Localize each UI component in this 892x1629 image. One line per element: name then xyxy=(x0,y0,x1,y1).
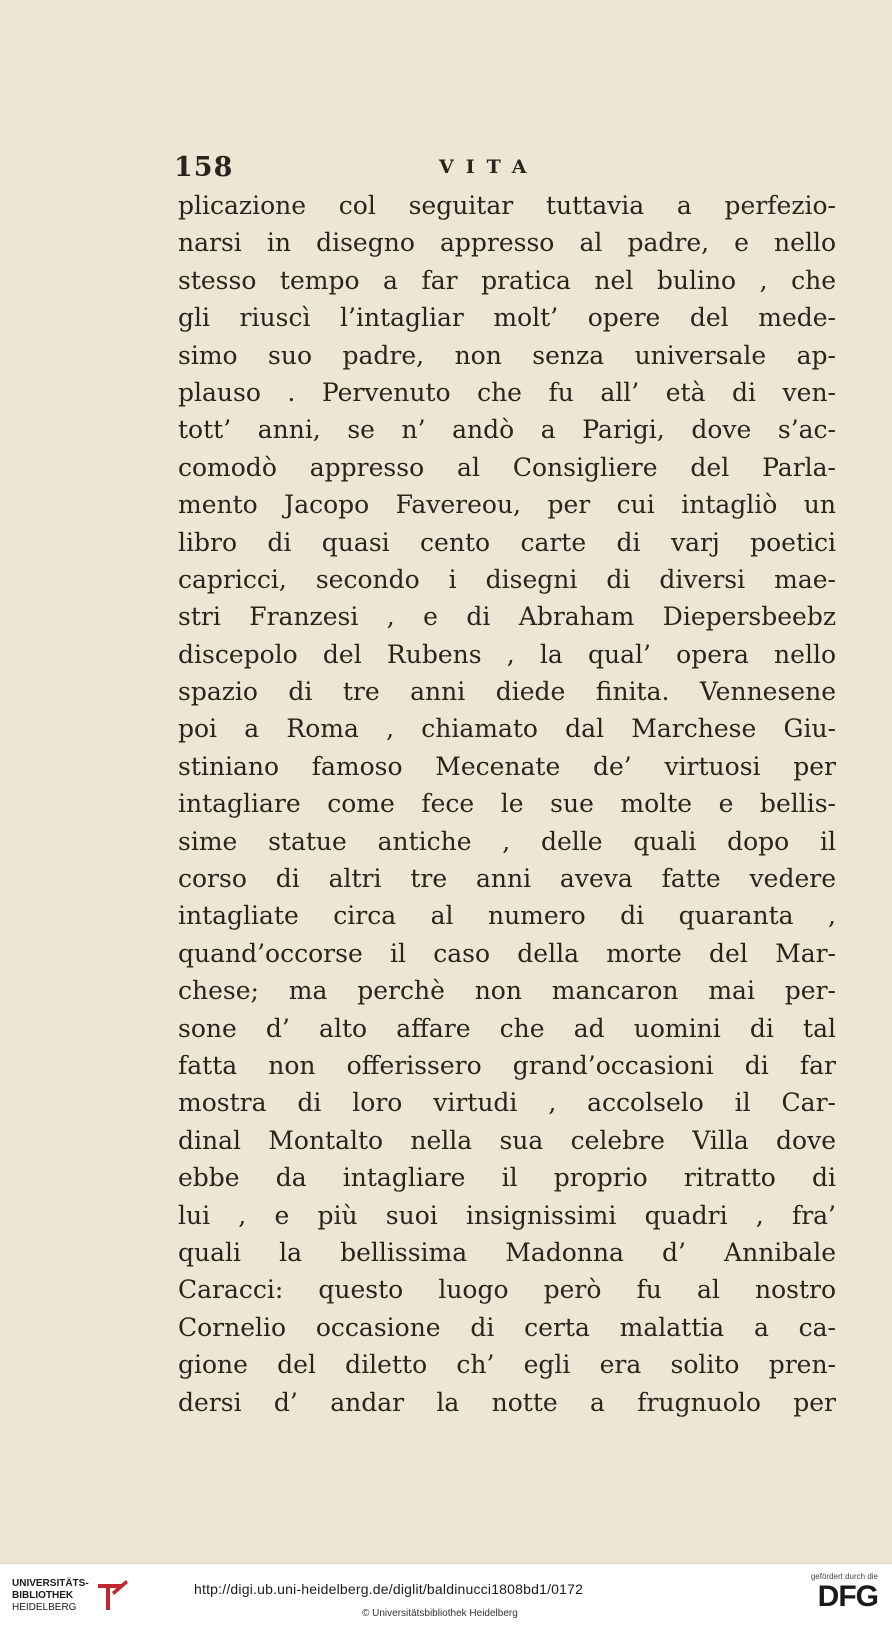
text-line: Caracci: questo luogo però fu al nostro xyxy=(178,1275,836,1305)
text-line: discepolo del Rubens , la qual’ opera nello xyxy=(178,639,836,669)
text-line: gli riuscì l’intagliar molt’ opere del mede- xyxy=(178,303,836,333)
running-head: VITA xyxy=(439,156,539,178)
text-line: fatta non offerissero grand’occasioni di far xyxy=(178,1050,836,1080)
text-line: simo suo padre, non senza universale ap- xyxy=(178,340,836,370)
text-line: poi a Roma , chiamato dal Marchese Giu- xyxy=(178,714,836,744)
text-line: stiniano famoso Mecenate de’ virtuosi per xyxy=(178,751,836,781)
text-line: sone d’ alto affare che ad uomini di tal xyxy=(178,1013,836,1043)
institution-line-2: BIBLIOTHEK xyxy=(12,1590,74,1601)
copyright-notice: © Universitätsbibliothek Heidelberg xyxy=(362,1608,518,1619)
library-emblem-icon xyxy=(92,1576,132,1616)
text-line: plicazione col seguitar tuttavia a perfezio- xyxy=(178,191,836,220)
text-line: sime statue antiche , delle quali dopo il xyxy=(178,826,836,856)
text-line: libro di quasi cento carte di varj poetici xyxy=(178,527,836,557)
text-line: dinal Montalto nella sua celebre Villa dove xyxy=(178,1125,836,1155)
text-line: corso di altri tre anni aveva fatte vedere xyxy=(178,864,836,894)
page-header xyxy=(174,148,834,188)
text-line: plauso . Pervenuto che fu all’ età di ven- xyxy=(178,377,836,407)
funder-block xyxy=(786,1572,878,1613)
document-url-link[interactable]: http://digi.ub.uni-heidelberg.de/diglit/baldinucci1808bd1/0172 xyxy=(194,1581,584,1597)
text-line: comodò appresso al Consigliere del Parla- xyxy=(178,452,836,482)
funder-caption: gefördert durch die xyxy=(810,1572,878,1581)
body-text xyxy=(178,187,836,1421)
text-line: gione del diletto ch’ egli era solito pren- xyxy=(178,1350,836,1380)
institution-name xyxy=(12,1578,89,1614)
viewer-footer xyxy=(0,1563,892,1629)
text-line: intagliare come fece le sue molte e bellis- xyxy=(178,789,836,819)
text-line: narsi in disegno appresso al padre, e nello xyxy=(178,228,836,258)
page-number: 158 xyxy=(174,152,234,183)
text-line: stri Franzesi , e di Abraham Diepersbeebz xyxy=(178,602,836,632)
text-line: capricci, secondo i disegni di diversi mae- xyxy=(178,564,836,594)
text-line: quali la bellissima Madonna d’ Annibale xyxy=(178,1237,836,1267)
text-line: stesso tempo a far pratica nel bulino , che xyxy=(178,265,836,295)
text-line: spazio di tre anni diede finita. Vennesene xyxy=(178,677,836,707)
text-line: mostra di loro virtudi , accolselo il Car- xyxy=(178,1088,836,1118)
university-library-logo[interactable] xyxy=(12,1576,162,1620)
text-line: intagliate circa al numero di quaranta , xyxy=(178,901,836,931)
text-line: mento Jacopo Favereou, per cui intagliò un xyxy=(178,490,836,520)
text-line: Cornelio occasione di certa malattia a ca- xyxy=(178,1312,836,1342)
dfg-logo[interactable]: DFG xyxy=(817,1580,878,1613)
institution-line-3: HEIDELBERG xyxy=(12,1602,77,1613)
institution-line-1: UNIVERSITÄTS- xyxy=(12,1578,89,1589)
text-line: ebbe da intagliare il proprio ritratto di xyxy=(178,1163,836,1193)
text-line: lui , e più suoi insignissimi quadri , fra’ xyxy=(178,1200,836,1230)
text-line: quand’occorse il caso della morte del Mar- xyxy=(178,938,836,968)
text-line: dersi d’ andar la notte a frugnuolo per xyxy=(178,1387,836,1417)
text-line: chese; ma perchè non mancaron mai per- xyxy=(178,976,836,1006)
text-line: tott’ anni, se n’ andò a Parigi, dove s’ac- xyxy=(178,415,836,445)
